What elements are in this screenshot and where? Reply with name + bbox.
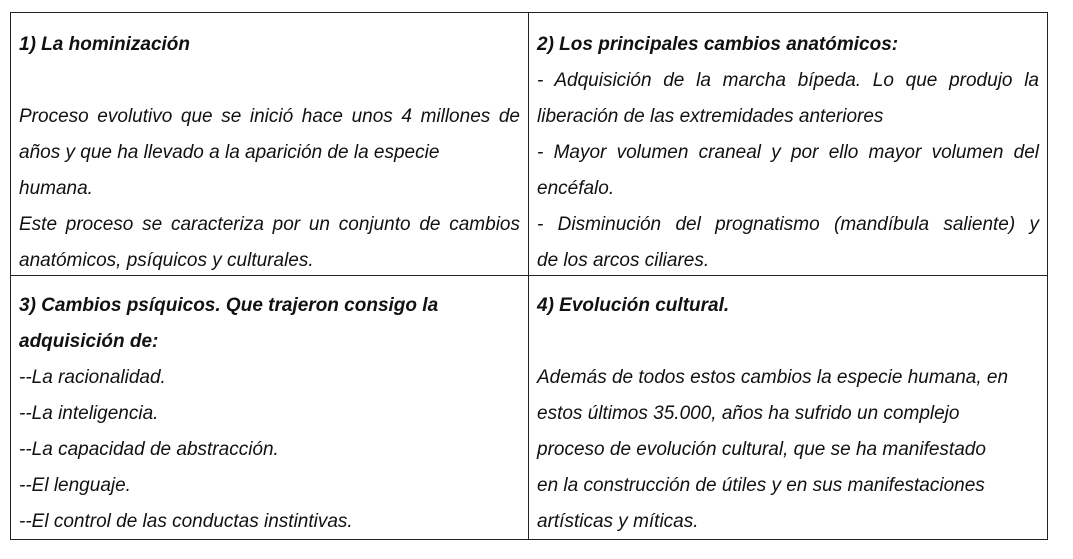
cell-heading: 4) Evolución cultural.: [537, 295, 730, 316]
text-line: humana.: [19, 178, 93, 199]
text-line: en la construcción de útiles y en sus manifestaciones: [537, 475, 985, 496]
text-line: Proceso evolutivo que se inició hace unos 4 millones de: [19, 106, 520, 127]
text-line: Este proceso se caracteriza por un conjunto de cambios: [19, 214, 520, 235]
list-item: --La racionalidad.: [19, 367, 166, 388]
list-item: --La capacidad de abstracción.: [19, 439, 279, 460]
cell-hominizacion: [11, 13, 529, 276]
cell-cambios-anatomicos: [529, 13, 1047, 276]
content-table: [10, 12, 1048, 540]
text-line: Además de todos estos cambios la especie humana, en: [537, 367, 1009, 388]
cell-heading: 2) Los principales cambios anatómicos:: [537, 34, 899, 55]
text-line: liberación de las extremidades anteriores: [537, 106, 884, 127]
text-line: estos últimos 35.000, años ha sufrido un complejo: [537, 403, 960, 424]
cell-heading: 3) Cambios psíquicos. Que trajeron consigo la: [19, 295, 439, 316]
text-line: - Adquisición de la marcha bípeda. Lo que produjo la: [537, 70, 1039, 91]
text-line: - Mayor volumen craneal y por ello mayor volumen del: [537, 142, 1039, 163]
list-item: --La inteligencia.: [19, 403, 159, 424]
text-line: años y que ha llevado a la aparición de la especie: [19, 142, 440, 163]
text-line: encéfalo.: [537, 178, 615, 199]
spacer: [19, 63, 520, 99]
list-item: --El control de las conductas instintivas.: [19, 511, 353, 532]
cell-evolucion-cultural: [529, 276, 1047, 539]
text-line: de los arcos ciliares.: [537, 250, 710, 271]
list-item: --El lenguaje.: [19, 475, 131, 496]
text-line: proceso de evolución cultural, que se ha manifestado: [537, 439, 986, 460]
cell-heading: adquisición de:: [19, 331, 159, 352]
cell-heading: 1) La hominización: [19, 34, 191, 55]
text-line: artísticas y míticas.: [537, 511, 699, 532]
text-line: - Disminución del prognatismo (mandíbula saliente) y: [537, 214, 1039, 235]
cell-cambios-psiquicos: [11, 276, 529, 539]
text-line: anatómicos, psíquicos y culturales.: [19, 250, 314, 271]
spacer: [537, 324, 1039, 360]
